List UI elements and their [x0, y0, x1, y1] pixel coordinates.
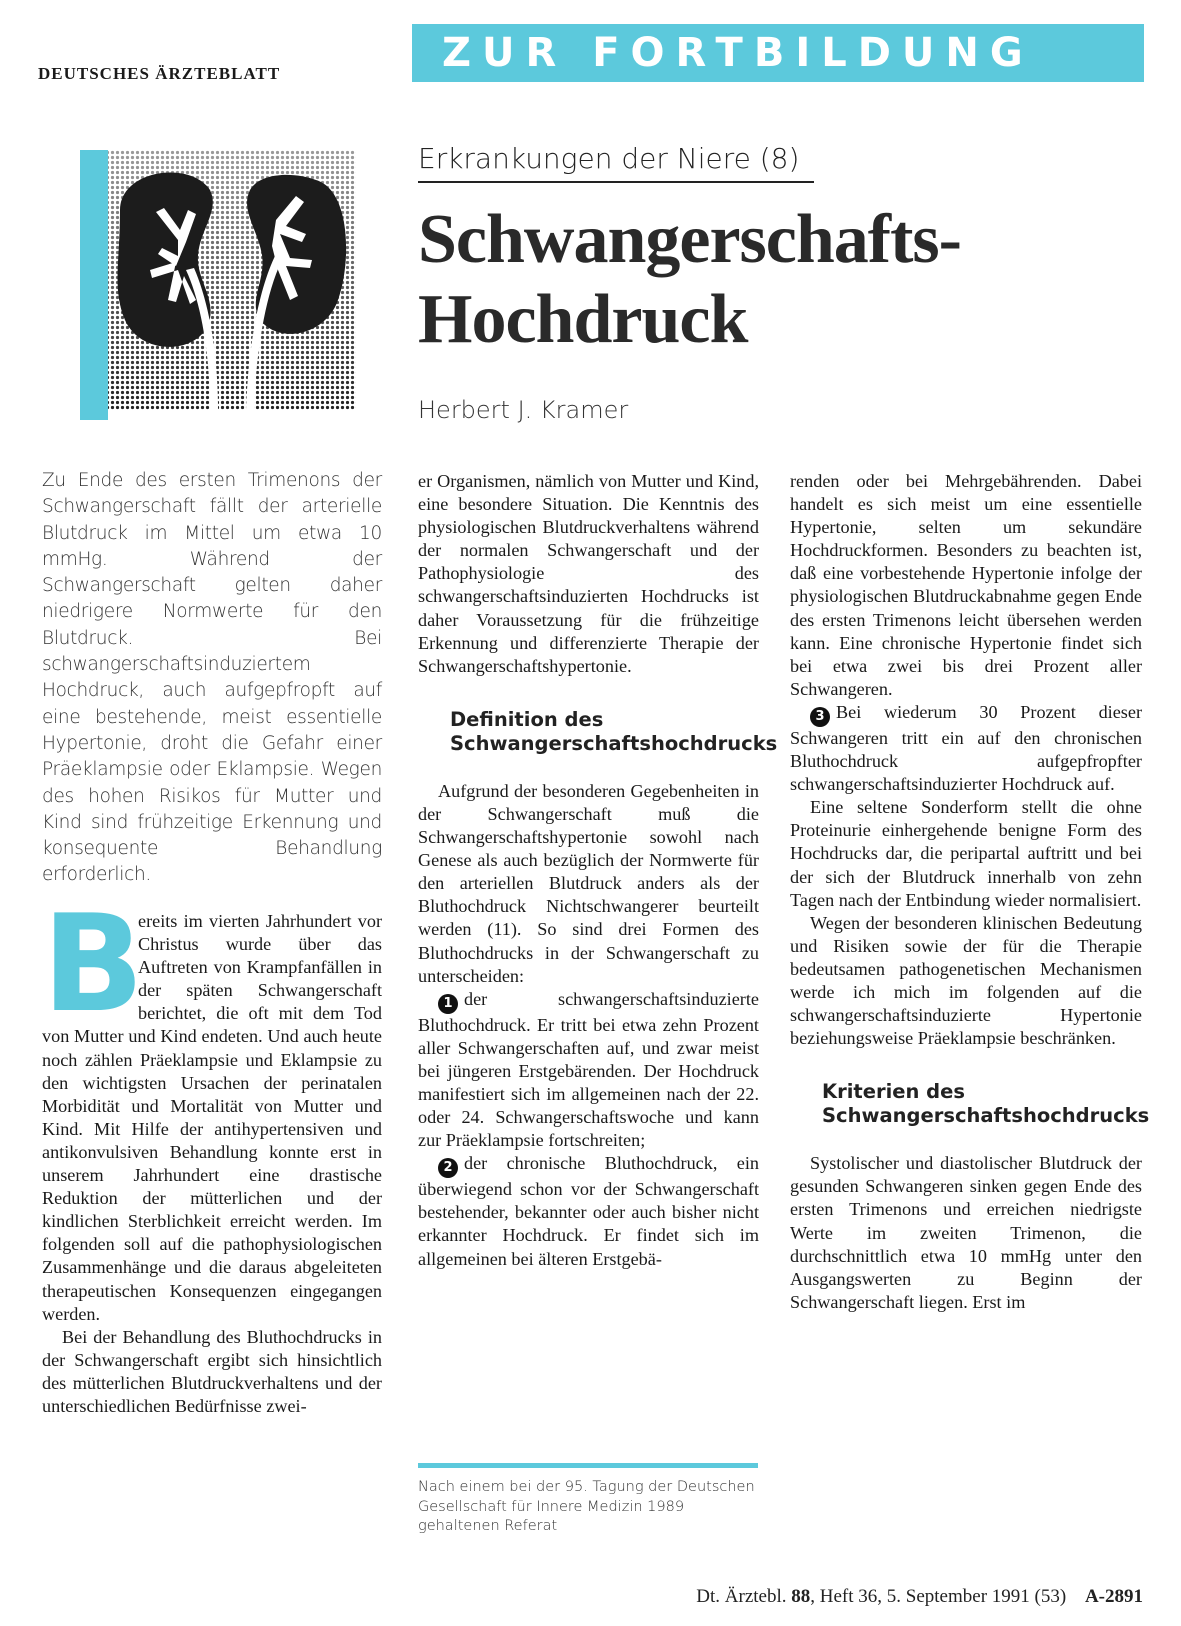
paragraph: Aufgrund der besonderen Gegebenheiten in der Schwangerschaft muß die Schwangerschaftshypertonie sowohl nach Genese als auch bezüglich der Normwerte für den arteriellen Blutdruck anders als der Bluthochdruck Nichtschwangerer beurteilt werden (11). So sind drei Formen des Bluthochdrucks in der Schwangerschaft zu unterscheiden: — [418, 780, 759, 986]
list-item-text: der schwangerschaftsinduzierte Bluthochdruck. Er tritt bei etwa zehn Prozent aller Schwangerschaften auf, und zwar meist bei jüngeren Erstgebärenden. Der Hochdruck manifestiert sich im allgemeinen nach der 22. oder 24. Schwangerschaftswoche und kann zur Präeklampsie fortschreiten; — [418, 988, 759, 1151]
page-number: A-2891 — [1084, 1586, 1143, 1607]
column-1 — [42, 886, 382, 1418]
paragraph: Bei der Behandlung des Bluthochdrucks in der Schwangerschaft ergibt sich hinsichtlich des mütterlichen Blutdruckverhaltens und der unterschiedlichen Bedürfnisse zwei- — [42, 1326, 382, 1416]
citation-volume: 88 — [791, 1586, 811, 1607]
paragraph: Systolischer und diastolischer Blutdruck der gesunden Schwangeren sinken gegen Ende des ersten Trimenons und erreichen niedrigste Werte im zweiten Trimenon, die durchschnittlich etwa 10 mmHg unter den Ausgangswerten zu Beginn der Schwangerschaft liegen. Erst im — [790, 1153, 1142, 1312]
title-line-1: Schwangerschafts- — [418, 201, 961, 278]
lead-paragraph: Zu Ende des ersten Trimenons der Schwangerschaft fällt der arterielle Blutdruck im Mittel um etwa 10 mmHg. Während der Schwangerschaft gelten daher niedrigere Normwerte für den Blutdruck. Bei schwangerschaftsinduziertem Hochdruck, auch aufgepfropft auf eine bestehende, meist essentielle Hypertonie, droht die Gefahr einer Präeklampsie oder Eklampsie. Wegen des hohen Risikos für Mutter und Kind sind frühzeitige Erkennung und konsequente Behandlung erforderlich. — [42, 470, 382, 886]
column-2 — [418, 470, 778, 1271]
footnote: Nach einem bei der 95. Tagung der Deutschen Gesellschaft für Innere Medizin 1989 gehaltenen Referat — [418, 1479, 755, 1534]
list-item-text: Bei wiederum 30 Prozent dieser Schwangeren tritt ein auf den chronischen Bluthochdruck aufgepfropfter schwangerschaftsinduzierter Hochdruck auf. — [790, 701, 1142, 795]
section-heading-definition: Definition des Schwangerschaftshochdrucks — [450, 707, 778, 755]
kidney-pair-illustration — [80, 150, 356, 420]
drop-cap: B — [42, 886, 145, 1042]
number-badge-2: 2 — [438, 1158, 458, 1178]
list-item — [418, 988, 759, 1153]
title-line-2: Hochdruck — [418, 281, 748, 358]
list-item — [790, 701, 1142, 796]
number-badge-1: 1 — [438, 994, 458, 1014]
paragraph: er Organismen, nämlich von Mutter und Kind, eine besondere Situation. Die Kenntnis des physiologischen Blutdruckverhaltens während der normalen Schwangerschaft und der Pathophysiologie des schwangerschaftsinduzierten Hochdrucks ist daher Voraussetzung für die frühzeitige Erkennung und differenzierte Therapie der Schwangerschaftshypertonie. — [418, 471, 759, 676]
section-banner: ZUR FORTBILDUNG — [412, 24, 1144, 82]
paragraph-text: ereits im vierten Jahrhundert vor Christus wurde über das Auftreten von Krampfanfällen in der späten Schwangerschaft berichtet, die oft mit dem Tod von Mutter und Kind endeten. Und auch heute noch zählen Präeklampsie und Eklampsie zu den wichtigsten Ursachen der perinatalen Morbidität und Mortalität von Mutter und Kind. Mit Hilfe der antihypertensiven und antikonvulsiven Behandlung konnte erst in unserem Jahrhundert eine drastische Reduktion der mütterlichen und der kindlichen Sterblichkeit erreicht werden. Im folgenden soll auf die pathophysiologischen Zusammenhänge und die daraus abgeleiteten therapeutischen Konsequenzen eingegangen werden. — [42, 911, 382, 1324]
series-underline — [418, 181, 814, 183]
article-title — [418, 200, 1158, 360]
article-author: Herbert J. Kramer — [418, 396, 629, 424]
article-series: Erkrankungen der Niere (8) — [418, 142, 800, 175]
footnote-rule — [418, 1463, 758, 1468]
journal-name: DEUTSCHES ÄRZTEBLATT — [38, 64, 281, 83]
list-item — [418, 1152, 759, 1270]
intro-paragraph — [42, 886, 382, 1326]
paragraph: Wegen der besonderen klinischen Bedeutung und Risiken sowie der für die Therapie bedeutsamen pathogenetischen Mechanismen werde ich mich im folgenden auf die schwangerschaftsinduzierte Hypertonie beziehungsweise Präeklampsie beschränken. — [790, 912, 1142, 1049]
number-badge-3: 3 — [810, 707, 830, 727]
paragraph: renden oder bei Mehrgebährenden. Dabei handelt es sich meist um eine essentielle Hypertonie, selten um sekundäre Hochdruckformen. Besonders zu beachten ist, daß eine vorbestehende Hypertonie infolge der physiologischen Blutdruckabnahme gegen Ende des ersten Trimenons leicht übersehen werden kann. Eine chronische Hypertonie findet sich bei etwa zwei bis drei Prozent aller Schwangeren. — [790, 471, 1142, 699]
citation-issue: , Heft 36, 5. September 1991 (53) — [810, 1586, 1067, 1607]
column-3 — [790, 470, 1150, 1314]
paragraph: Eine seltene Sonderform stellt die ohne Proteinurie einhergehende benigne Form des Hochdrucks dar, die peripartal auftritt und bei der sich der Blutdruck innerhalb von zehn Tagen nach der Entbindung wieder normalisiert. — [790, 797, 1142, 910]
page-footer — [696, 1586, 1143, 1608]
list-item-text: der chronische Bluthochdruck, ein überwiegend schon vor der Schwangerschaft bestehender, bekannter oder auch bisher nicht erkannter Hochdruck. Er findet sich im allgemeinen bei älteren Erstgebä- — [418, 1153, 759, 1269]
citation-journal: Dt. Ärztebl. — [696, 1586, 787, 1607]
section-heading-criteria: Kriterien des Schwangerschaftshochdrucks — [822, 1080, 1150, 1128]
